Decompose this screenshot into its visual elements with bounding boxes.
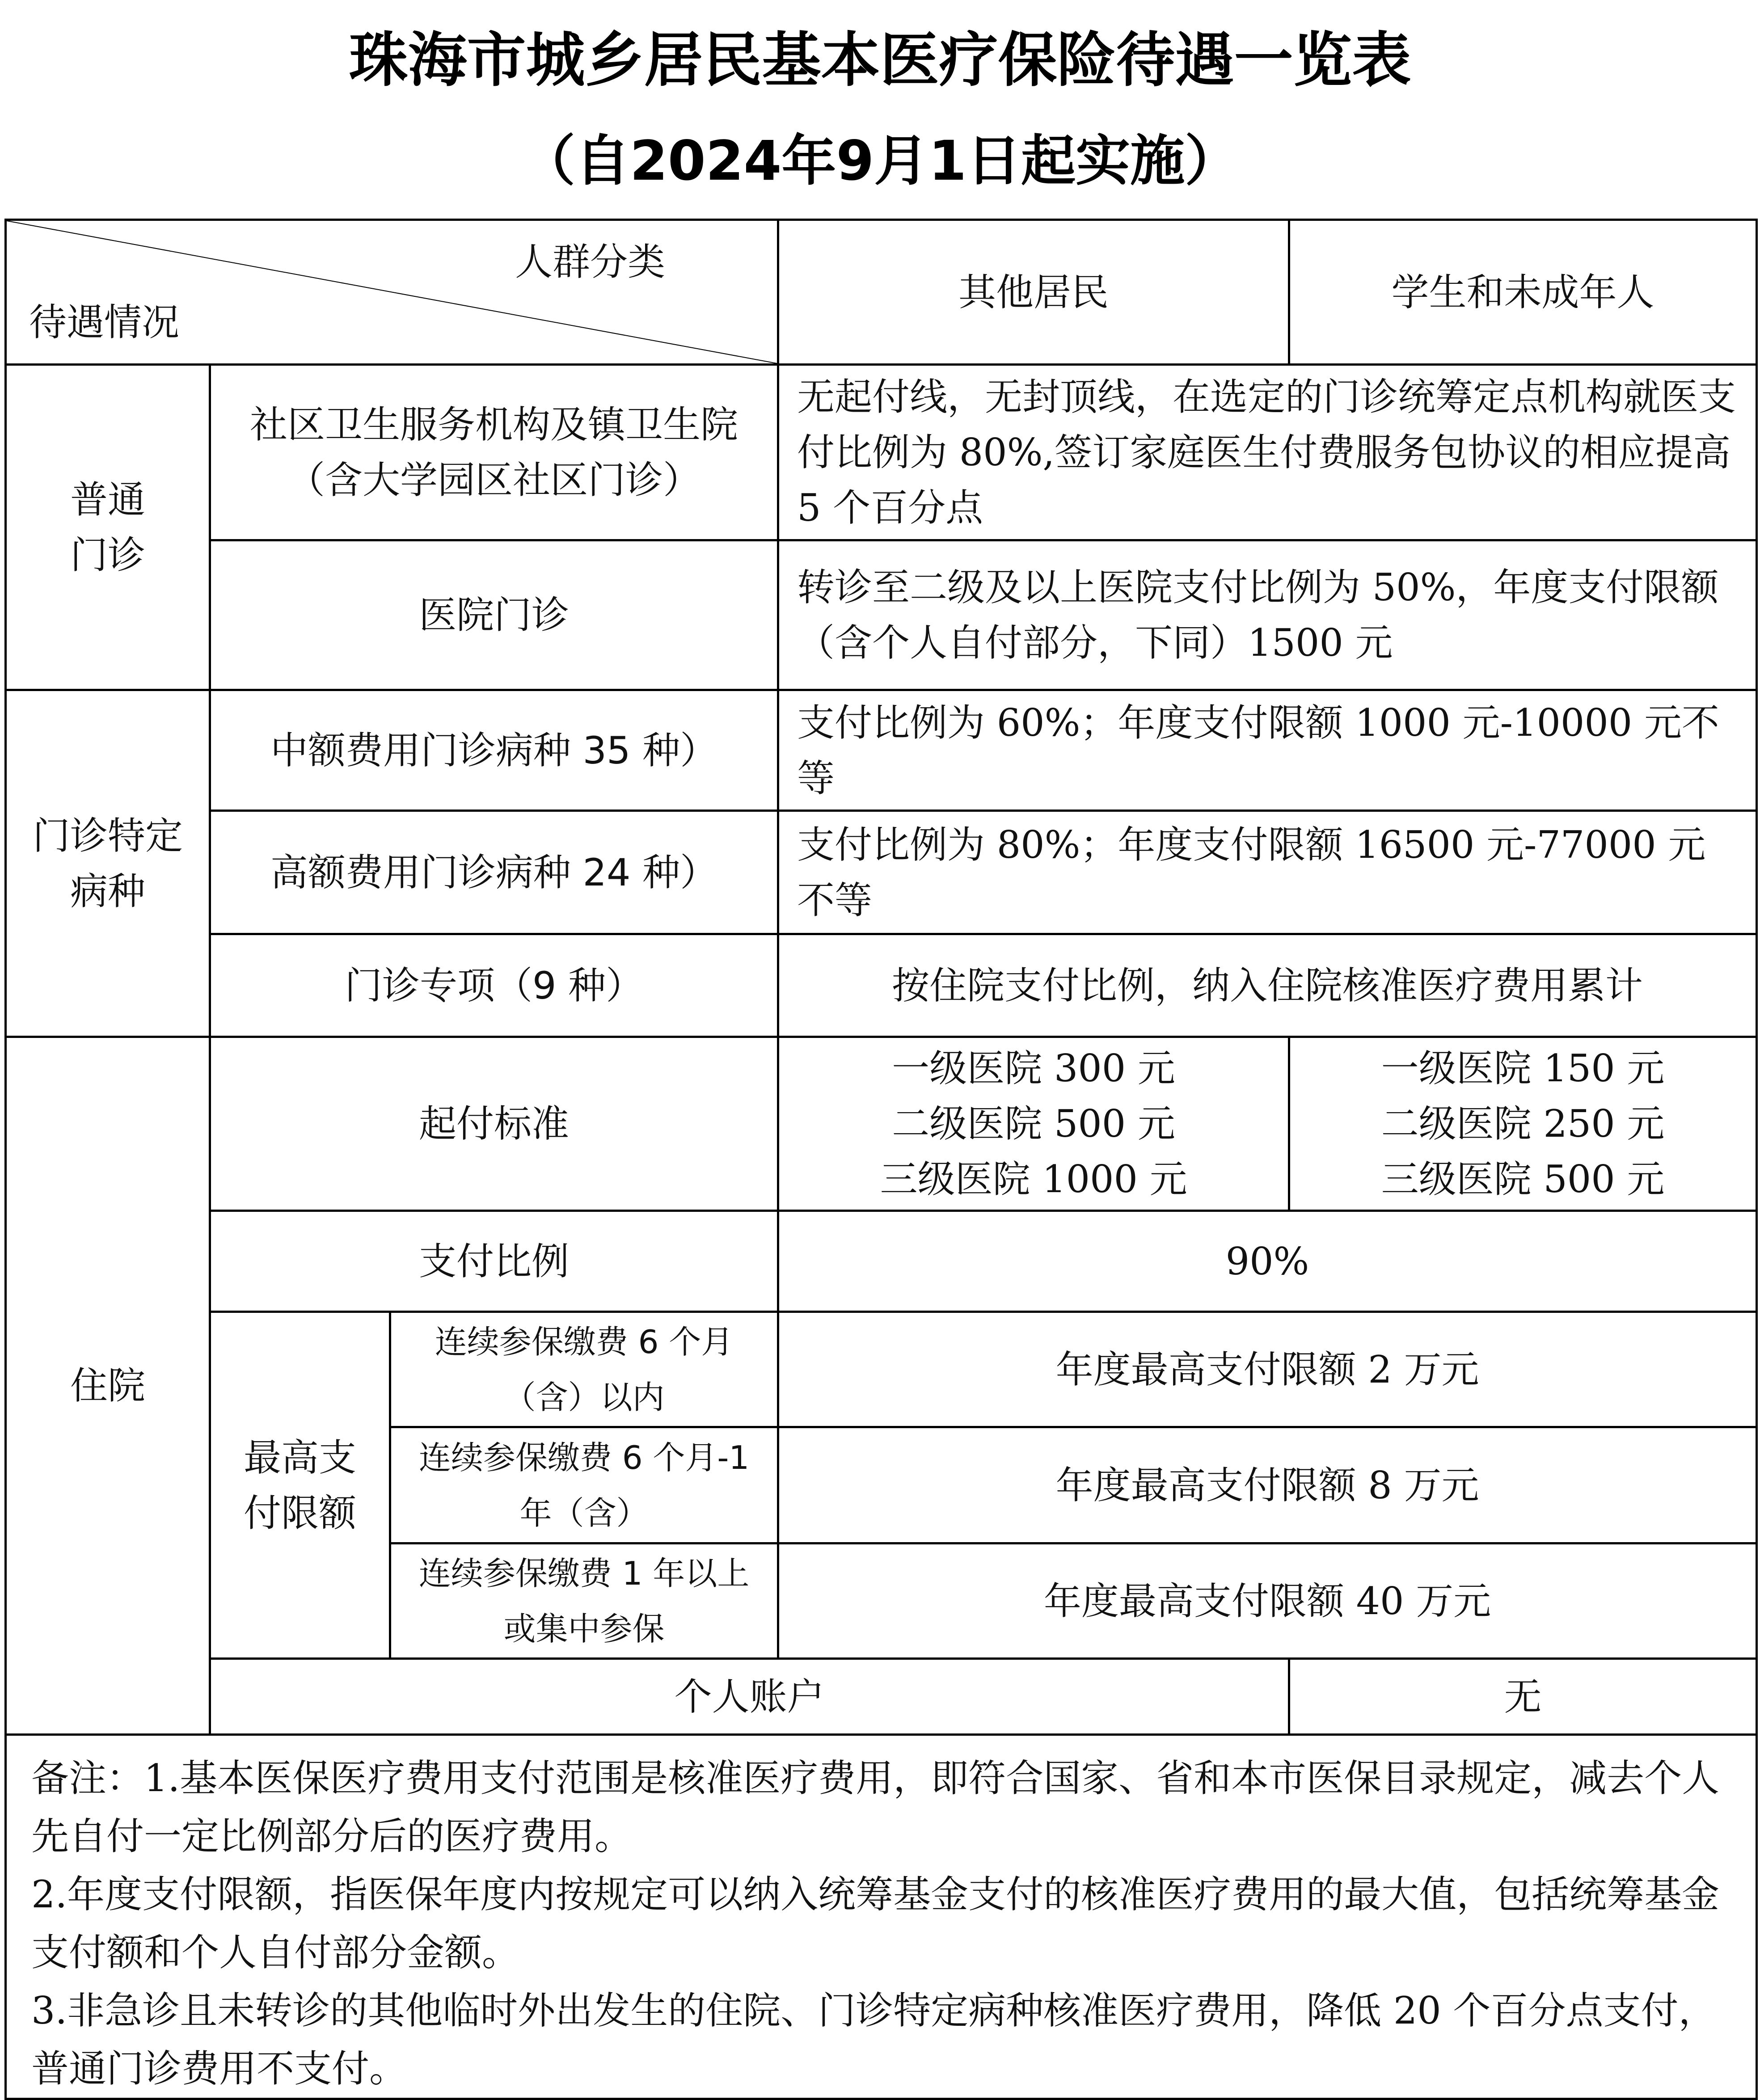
personal-account-value: 无 [1289, 1659, 1757, 1735]
outpatient-category-label: 普通门诊 [70, 477, 145, 577]
hospital-outpatient-label: 医院门诊 [210, 540, 778, 690]
note-item-1 [31, 1749, 1731, 1865]
mid-cost-disease-label: 中额费用门诊病种 35 种） [210, 690, 778, 811]
notes-section [6, 1735, 1757, 2099]
deductible-other-level3: 三级医院 1000 元 [880, 1157, 1187, 1201]
high-cost-disease-value: 支付比例为 80%；年度支付限额 16500 元-77000 元不等 [778, 811, 1757, 934]
note-item-2: 2.年度支付限额，指医保年度内按规定可以纳入统筹基金支付的核准医疗费用的最大值，包括统筹基金支付额和个人自付部分金额。 [31, 1872, 1720, 1974]
max-limit-category-label: 最高支付限额 [243, 1435, 356, 1535]
deductible-other-level2: 二级医院 500 元 [892, 1102, 1175, 1146]
payment-ratio-label: 支付比例 [210, 1211, 778, 1312]
community-clinic-value: 无起付线，无封顶线，在选定的门诊统筹定点机构就医支付比例为 80%,签订家庭医生付费服务包协议的相应提高 5 个百分点 [778, 365, 1757, 540]
deductible-students-minors [1289, 1037, 1757, 1211]
note-item-1-text: 1.基本医保医疗费用支付范围是核准医疗费用，即符合国家、省和本市医保目录规定，减去个人先自付一定比例部分后的医疗费用。 [31, 1756, 1720, 1858]
deductible-students-level2: 二级医院 250 元 [1381, 1102, 1665, 1146]
limit-tier1-value: 年度最高支付限额 2 万元 [778, 1312, 1757, 1427]
max-limit-category [210, 1312, 390, 1659]
note-item-3: 3.非急诊且未转诊的其他临时外出发生的住院、门诊特定病种核准医疗费用，降低 20 个百分点支付，普通门诊费用不支付。 [31, 1989, 1716, 2091]
special-items-label: 门诊专项（9 种） [210, 934, 778, 1037]
mid-cost-disease-value: 支付比例为 60%；年度支付限额 1000 元-10000 元不等 [778, 690, 1757, 811]
deductible-label: 起付标准 [210, 1037, 778, 1211]
column-header-students-minors: 学生和未成年人 [1289, 220, 1757, 365]
benefits-table [4, 219, 1758, 2100]
special-disease-category [6, 690, 210, 1037]
limit-tier1-label: 连续参保缴费 6 个月（含）以内 [390, 1312, 778, 1427]
notes-label: 备注： [31, 1756, 144, 1800]
deductible-students-level3: 三级医院 500 元 [1381, 1157, 1665, 1201]
column-header-other-residents: 其他居民 [778, 220, 1289, 365]
corner-population-label: 人群分类 [515, 240, 666, 284]
special-items-value: 按住院支付比例，纳入住院核准医疗费用累计 [778, 934, 1757, 1037]
community-clinic-label: 社区卫生服务机构及镇卫生院（含大学园区社区门诊） [210, 365, 778, 540]
limit-tier2-label: 连续参保缴费 6 个月-1 年（含） [390, 1427, 778, 1543]
limit-tier3-label: 连续参保缴费 1 年以上或集中参保 [390, 1543, 778, 1659]
inpatient-category: 住院 [6, 1037, 210, 1735]
page-subtitle: （自2024年9月1日起实施） [520, 129, 1240, 193]
hospital-outpatient-value: 转诊至二级及以上医院支付比例为 50%，年度支付限额（含个人自付部分，下同）1500 元 [778, 540, 1757, 690]
deductible-other-level1: 一级医院 300 元 [892, 1046, 1175, 1090]
payment-ratio-value: 90% [778, 1211, 1757, 1312]
special-disease-category-label: 门诊特定病种 [32, 814, 183, 913]
deductible-students-level1: 一级医院 150 元 [1381, 1046, 1665, 1090]
outpatient-category [6, 365, 210, 690]
limit-tier3-value: 年度最高支付限额 40 万元 [778, 1543, 1757, 1659]
corner-benefit-label: 待遇情况 [29, 300, 180, 344]
page-title: 珠海市城乡居民基本医疗保险待遇一览表 [349, 26, 1411, 95]
limit-tier2-value: 年度最高支付限额 8 万元 [778, 1427, 1757, 1543]
deductible-other-residents [778, 1037, 1289, 1211]
corner-header-cell [6, 220, 778, 365]
personal-account-label: 个人账户 [210, 1659, 1289, 1735]
high-cost-disease-label: 高额费用门诊病种 24 种） [210, 811, 778, 934]
